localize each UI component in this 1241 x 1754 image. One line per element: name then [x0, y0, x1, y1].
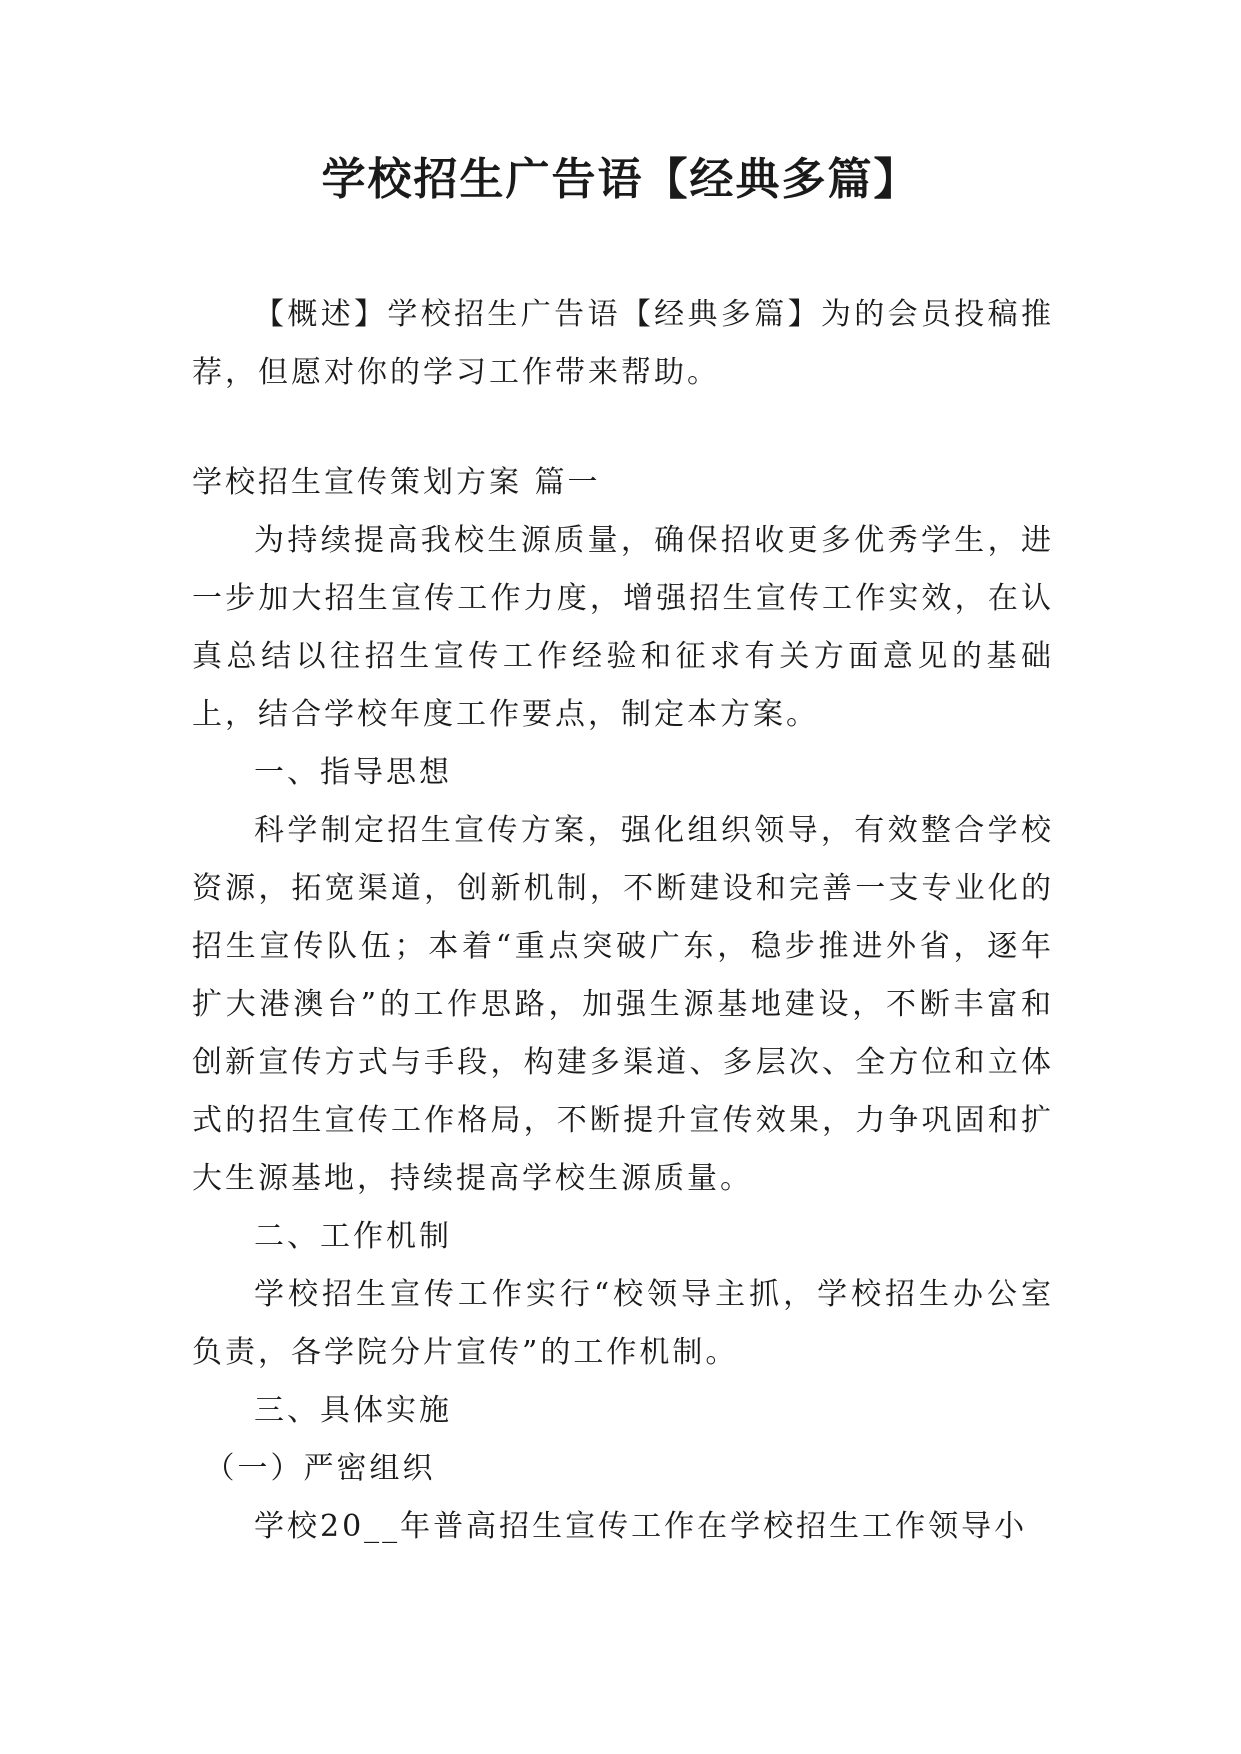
document-title: 学校招生广告语【经典多篇】	[321, 154, 920, 205]
organization-paragraph: 学校20__年普高招生宣传工作在学校招生工作领导小	[254, 1509, 1028, 1544]
heading-work-mechanism: 二、工作机制	[254, 1219, 452, 1254]
document-body	[192, 286, 1054, 1556]
subheading-organization: （一）严密组织	[192, 1451, 436, 1486]
section-heading: 学校招生宣传策划方案 篇一	[192, 465, 601, 500]
work-mechanism-paragraph: 学校招生宣传工作实行“校领导主抓，学校招生办公室负责，各学院分片宣传”的工作机制。	[192, 1277, 1054, 1370]
intro-paragraph: 为持续提高我校生源质量，确保招收更多优秀学生，进一步加大招生宣传工作力度，增强招生宣传工作实效，在认真总结以往招生宣传工作经验和征求有关方面意见的基础上，结合学校年度工作要点，制定本方案。	[192, 523, 1054, 732]
summary-paragraph: 【概述】学校招生广告语【经典多篇】为的会员投稿推荐，但愿对你的学习工作带来帮助。	[192, 297, 1054, 390]
heading-guiding-ideology: 一、指导思想	[254, 755, 452, 790]
guiding-ideology-paragraph: 科学制定招生宣传方案，强化组织领导，有效整合学校资源，拓宽渠道，创新机制，不断建设和完善一支专业化的招生宣传队伍；本着“重点突破广东，稳步推进外省，逐年扩大港澳台”的工作思路，加强生源基地建设，不断丰富和创新宣传方式与手段，构建多渠道、多层次、全方位和立体式的招生宣传工作格局，不断提升宣传效果，力争巩固和扩大生源基地，持续提高学校生源质量。	[192, 813, 1054, 1196]
heading-implementation: 三、具体实施	[254, 1393, 452, 1428]
